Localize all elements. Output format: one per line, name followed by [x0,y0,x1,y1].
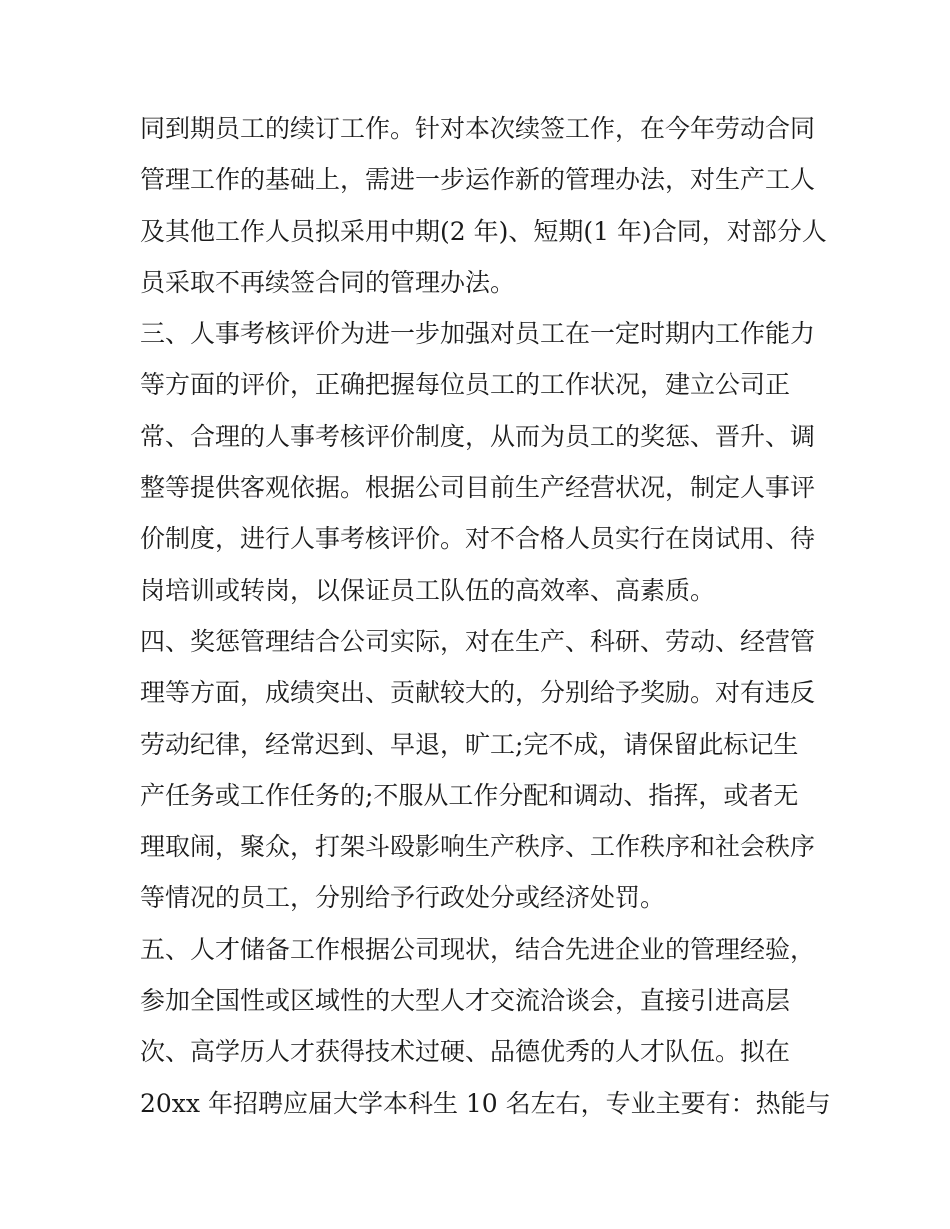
text-line: 劳动纪律，经常迟到、早退，旷工;完不成，请保留此标记生 [140,729,799,759]
text-line: 理等方面，成绩突出、贡献较大的，分别给予奖励。对有违反 [140,678,816,708]
text-line: 产任务或工作任务的;不服从工作分配和调动、指挥，或者无 [140,780,799,810]
text-line: 及其他工作人员拟采用中期(2 年)、短期(1 年)合同，对部分人 [140,216,827,246]
section-heading-line: 四、奖惩管理结合公司实际，对在生产、科研、劳动、经营管 [140,626,816,656]
text-line: 等情况的员工，分别给予行政处分或经济处罚。 [140,883,666,913]
text-line: 20xx 年招聘应届大学本科生 10 名左右，专业主要有：热能与 [140,1088,831,1118]
text-line: 整等提供客观依据。根据公司目前生产经营状况，制定人事评 [140,473,816,503]
text-line: 员采取不再续签合同的管理办法。 [140,267,516,297]
text-line: 管理工作的基础上，需进一步运作新的管理办法，对生产工人 [140,165,816,195]
text-line: 参加全国性或区域性的大型人才交流洽谈会，直接引进高层 [140,986,791,1016]
text-line: 岗培训或转岗，以保证员工队伍的高效率、高素质。 [140,575,716,605]
section-heading-line: 五、人才储备工作根据公司现状，结合先进企业的管理经验， [140,934,816,964]
body-text [140,103,831,1129]
text-line: 等方面的评价，正确把握每位员工的工作状况，建立公司正 [140,370,791,400]
section-heading-line: 三、人事考核评价为进一步加强对员工在一定时期内工作能力 [140,319,816,349]
text-line: 同到期员工的续订工作。针对本次续签工作，在今年劳动合同 [140,114,816,143]
text-line: 次、高学历人才获得技术过硬、品德优秀的人才队伍。拟在 [140,1037,791,1067]
text-line: 常、合理的人事考核评价制度，从而为员工的奖惩、晋升、调 [140,421,816,451]
text-line: 理取闹，聚众，打架斗殴影响生产秩序、工作秩序和社会秩序 [140,832,816,862]
text-line: 价制度，进行人事考核评价。对不合格人员实行在岗试用、待 [140,524,816,554]
